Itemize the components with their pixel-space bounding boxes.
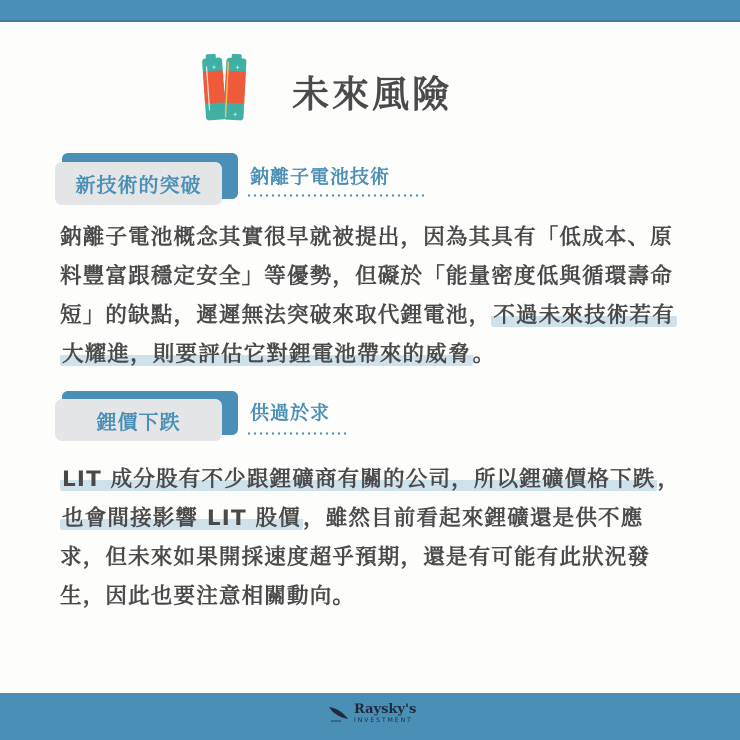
logo-subtitle: INVESTMENT	[354, 717, 413, 724]
section-tab-label: 新技術的突破	[55, 162, 222, 205]
para-line: 短」的缺點，遲遲無法突破來取代鋰電池，不過未來技術若有	[60, 303, 675, 328]
highlighted-text: LIT 成分股有不少跟鋰礦商有關的公司，所以鋰礦價格下跌	[62, 467, 656, 492]
title-icon-wrap	[200, 48, 250, 128]
svg-text:+: +	[211, 63, 217, 72]
para-line: 生，因此也要注意相關動向。	[60, 584, 356, 609]
brand-logo	[328, 703, 416, 725]
para-line: 求，但未來如果開採速度超乎預期，還是有可能有此狀況發	[60, 545, 651, 570]
svg-text:+: +	[234, 64, 241, 72]
para-line: 鈉離子電池概念其實很早就被提出，因為其具有「低成本、原	[60, 225, 673, 250]
highlighted-text: 大耀進，則要評估它對鋰電池帶來的威脅	[62, 342, 471, 367]
dotted-underline	[246, 194, 426, 197]
para-line: 也會間接影響 LIT 股價，雖然目前看起來鋰礦還是供不應	[62, 506, 644, 531]
highlighted-text: 也會間接影響 LIT 股價	[62, 506, 301, 531]
section-paragraph	[60, 218, 720, 374]
section-subtitle: 鈉離子電池技術	[250, 166, 391, 188]
quill-feather-icon	[328, 705, 350, 723]
section-paragraph	[60, 460, 720, 616]
section-subtitle: 供過於求	[250, 402, 331, 424]
para-line: 大耀進，則要評估它對鋰電池帶來的威脅。	[62, 342, 496, 367]
para-line: LIT 成分股有不少跟鋰礦商有關的公司，所以鋰礦價格下跌，	[62, 467, 681, 492]
page-title: 未來風險	[292, 73, 452, 116]
battery-icon	[200, 52, 250, 124]
highlighted-text: 不過未來技術若有	[493, 303, 675, 328]
para-line: 料豐富跟穩定安全」等優勢，但礙於「能量密度低與循環壽命	[60, 264, 673, 289]
logo-name: Raysky's	[354, 702, 417, 717]
svg-text:+: +	[232, 110, 238, 119]
top-banner	[0, 0, 740, 22]
dotted-underline	[246, 432, 346, 435]
section-tab-label: 鋰價下跌	[55, 399, 222, 441]
